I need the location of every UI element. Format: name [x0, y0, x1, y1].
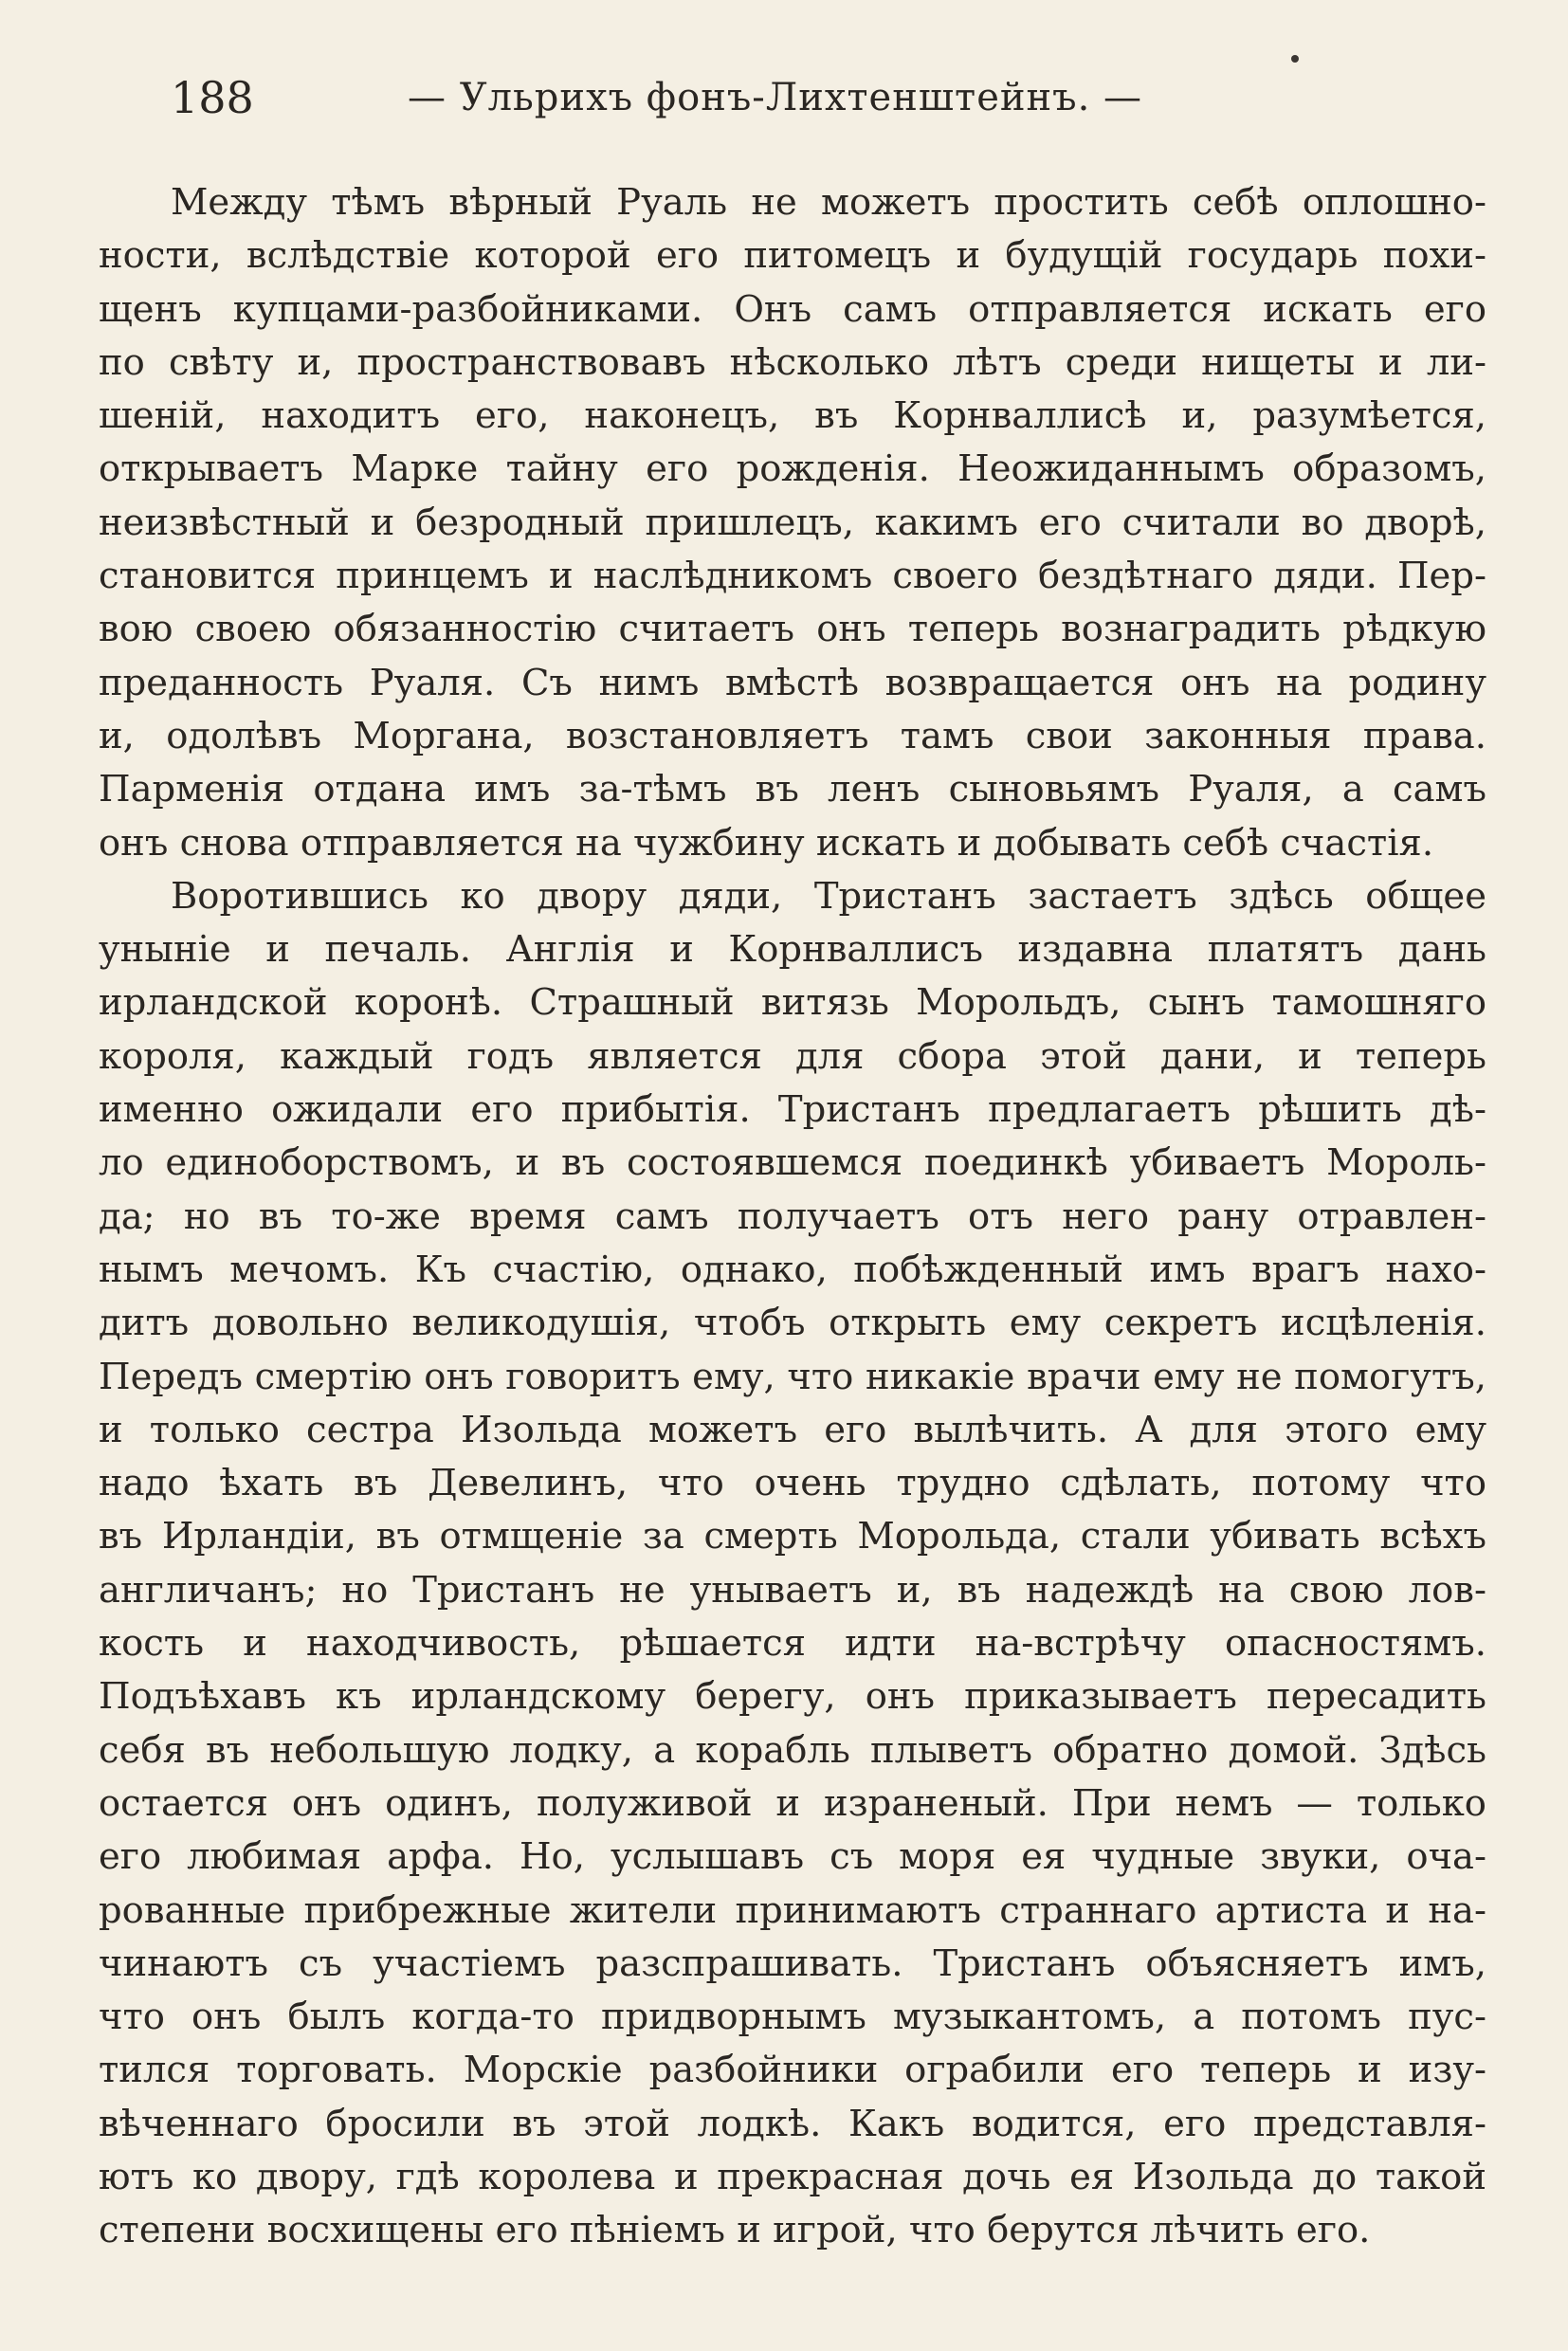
text-line: что онъ былъ когда-то придворнымъ музыкантомъ, а потомъ пус-	[99, 1996, 1486, 2039]
text-line: ло единоборствомъ, и въ состоявшемся поединкѣ убиваетъ Мороль-	[99, 1141, 1486, 1185]
text-line: остается онъ одинъ, полуживой и израненый. При немъ — только	[99, 1781, 1486, 1825]
text-line: ности, вслѣдствіе которой его питомецъ и будущій государь похи-	[99, 234, 1486, 278]
text-line: его любимая арфа. Но, услышавъ съ моря ея чудные звуки, оча-	[99, 1835, 1486, 1879]
text-line: шеній, находитъ его, наконецъ, въ Корнваллисѣ и, разумѣется,	[99, 394, 1486, 438]
text-line: Парменія отдана имъ за-тѣмъ въ ленъ сыновьямъ Руаля, а самъ	[99, 768, 1486, 811]
text-line: себя въ небольшую лодку, а корабль плыветъ обратно домой. Здѣсь	[99, 1728, 1486, 1772]
text-line: да; но въ то-же время самъ получаетъ отъ него рану отравлен-	[99, 1194, 1486, 1238]
text-line: открываетъ Марке тайну его рожденія. Неожиданнымъ образомъ,	[99, 447, 1486, 491]
text-line: ирландской коронѣ. Страшный витязь Морольдъ, сынъ тамошняго	[99, 981, 1486, 1025]
text-line: Воротившись ко двору дяди, Тристанъ застаетъ здѣсь общее	[171, 874, 1486, 918]
text-line: Передъ смертію онъ говоритъ ему, что никакіе врачи ему не помогутъ,	[99, 1355, 1486, 1398]
text-line: именно ожидали его прибытія. Тристанъ предлагаетъ рѣшить дѣ-	[99, 1088, 1486, 1132]
text-line: Между тѣмъ вѣрный Руаль не можетъ простить себѣ оплошно-	[171, 181, 1486, 224]
text-line: по свѣту и, пространствовавъ нѣсколько лѣтъ среди нищеты и ли-	[99, 340, 1486, 384]
text-line: преданность Руаля. Съ нимъ вмѣстѣ возвращается онъ на родину	[99, 661, 1486, 704]
page-number: 188	[171, 72, 254, 123]
running-title: — Ульрихъ фонъ-Лихтенштейнъ. —	[408, 76, 1143, 119]
text-line: становится принцемъ и наслѣдникомъ своего бездѣтнаго дяди. Пер-	[99, 555, 1486, 598]
text-line: щенъ купцами-разбойниками. Онъ самъ отправляется искать его	[99, 287, 1486, 331]
text-line: дитъ довольно великодушія, чтобъ открыть ему секретъ исцѣленія.	[99, 1302, 1486, 1345]
text-line: вою своею обязанностію считаетъ онъ теперь вознаградить рѣдкую	[99, 608, 1486, 651]
text-line: и, одолѣвъ Моргана, возстановляетъ тамъ свои законныя права.	[99, 714, 1486, 757]
text-line: онъ снова отправляется на чужбину искать и добывать себѣ счастія.	[99, 821, 1434, 865]
text-line: англичанъ; но Тристанъ не унываетъ и, въ надеждѣ на свою лов-	[99, 1568, 1486, 1612]
text-line: Подъѣхавъ къ ирландскому берегу, онъ приказываетъ пересадить	[99, 1675, 1486, 1719]
text-line: надо ѣхать въ Девелинъ, что очень трудно сдѣлать, потому что	[99, 1462, 1486, 1505]
text-line: въ Ирландіи, въ отмщеніе за смерть Морольда, стали убивать всѣхъ	[99, 1515, 1486, 1558]
text-line: короля, каждый годъ является для сбора этой дани, и теперь	[99, 1034, 1486, 1078]
page-header	[171, 64, 1479, 131]
text-line: уныніе и печаль. Англія и Корнваллисъ издавна платятъ дань	[99, 928, 1486, 972]
ink-speck	[1291, 55, 1299, 63]
text-line: чинаютъ съ участіемъ разспрашивать. Тристанъ объясняетъ имъ,	[99, 1941, 1486, 1985]
body-text	[99, 176, 1486, 2258]
text-line: и только сестра Изольда можетъ его вылѣчить. А для этого ему	[99, 1408, 1486, 1451]
text-line: ютъ ко двору, гдѣ королева и прекрасная дочь ея Изольда до такой	[99, 2155, 1486, 2198]
text-line: неизвѣстный и безродный пришлецъ, какимъ его считали во дворѣ,	[99, 501, 1486, 544]
text-line: вѣченнаго бросили въ этой лодкѣ. Какъ водится, его представля-	[99, 2102, 1486, 2145]
text-line: нымъ мечомъ. Къ счастію, однако, побѣжденный имъ врагъ нахо-	[99, 1248, 1486, 1291]
text-line: степени восхищены его пѣніемъ и игрой, что берутся лѣчить его.	[99, 2209, 1371, 2252]
text-line: кость и находчивость, рѣшается идти на-встрѣчу опасностямъ.	[99, 1622, 1486, 1666]
text-line: тился торговать. Морскіе разбойники ограбили его теперь и изу-	[99, 2049, 1486, 2092]
text-line: рованные прибрежные жители принимаютъ страннаго артиста и на-	[99, 1888, 1486, 1932]
